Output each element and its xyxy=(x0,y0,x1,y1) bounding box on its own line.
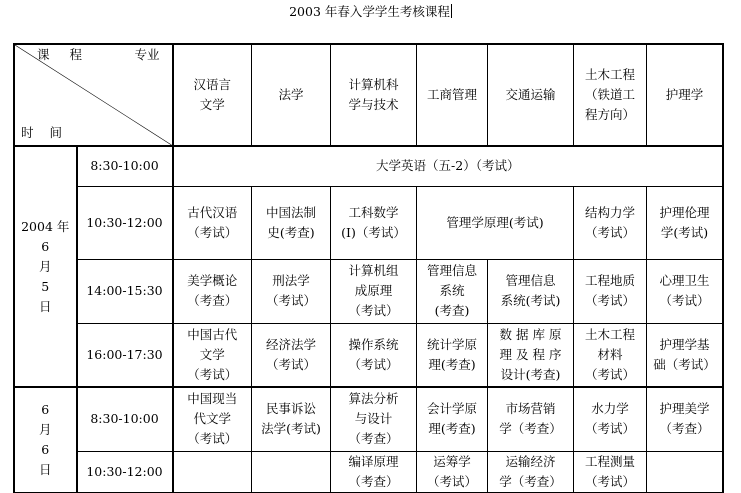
exam-cell: 计算机组 成原理 （考试） xyxy=(331,259,417,323)
major-header: 汉语言 文学 xyxy=(173,45,252,147)
exam-cell: 结构力学 （考试） xyxy=(574,186,647,259)
major-header: 交通运输 xyxy=(488,45,574,147)
date-cell-day1: 2004 年 6 月 5 日 xyxy=(15,146,77,387)
exam-cell-empty xyxy=(647,451,723,492)
title-text: 2003 年春入学学生考核课程 xyxy=(289,4,450,19)
exam-cell: 中国法制 史(考查) xyxy=(252,186,331,259)
exam-cell: 管理学原理(考试) xyxy=(417,186,574,259)
exam-cell: 大学英语（五-2）（考试） xyxy=(173,146,723,186)
exam-cell-empty xyxy=(252,451,331,492)
exam-cell: 运筹学 （考试） xyxy=(417,451,488,492)
exam-cell: 土木工程 材料 （考试） xyxy=(574,323,647,387)
exam-cell: 管理信息 系统 (考查) xyxy=(417,259,488,323)
exam-cell: 心理卫生 （考试） xyxy=(647,259,723,323)
table-row xyxy=(15,387,723,451)
exam-cell: 工程测量 （考试） xyxy=(574,451,647,492)
time-cell: 8:30-10:00 xyxy=(77,146,173,186)
time-cell: 14:00-15:30 xyxy=(77,259,173,323)
exam-cell: 中国现当 代文学 （考试） xyxy=(173,387,252,451)
major-header: 护理学 xyxy=(647,45,723,147)
corner-course-label: 课 程 xyxy=(37,47,90,62)
page-title xyxy=(0,3,741,21)
header-row xyxy=(15,45,723,147)
exam-cell: 美学概论 （考查） xyxy=(173,259,252,323)
table-row xyxy=(15,259,723,323)
exam-cell: 编译原理 （考查） xyxy=(331,451,417,492)
schedule-table xyxy=(14,44,723,493)
time-cell: 16:00-17:30 xyxy=(77,323,173,387)
exam-cell: 数 据 库 原 理 及 程 序 设计(考查) xyxy=(488,323,574,387)
time-cell: 8:30-10:00 xyxy=(77,387,173,451)
table-row xyxy=(15,323,723,387)
major-header: 法学 xyxy=(252,45,331,147)
corner-time-label: 时 间 xyxy=(21,125,68,140)
text-cursor xyxy=(451,4,452,18)
time-cell: 10:30-12:00 xyxy=(77,451,173,492)
major-header: 计算机科 学与技术 xyxy=(331,45,417,147)
time-cell: 10:30-12:00 xyxy=(77,186,173,259)
corner-header-cell xyxy=(15,45,173,147)
exam-cell: 水力学 （考试） xyxy=(574,387,647,451)
table-row xyxy=(15,451,723,492)
table-row xyxy=(15,186,723,259)
exam-cell: 古代汉语 （考试） xyxy=(173,186,252,259)
table-row xyxy=(15,146,723,186)
corner-major-label: 专业 xyxy=(134,47,160,62)
major-header: 土木工程 （铁道工 程方向） xyxy=(574,45,647,147)
exam-cell: 中国古代 文学 （考试） xyxy=(173,323,252,387)
exam-cell: 工程地质 （考试） xyxy=(574,259,647,323)
major-header: 工商管理 xyxy=(417,45,488,147)
exam-cell: 管理信息 系统(考试) xyxy=(488,259,574,323)
exam-cell: 刑法学 （考试） xyxy=(252,259,331,323)
exam-cell: 经济法学 （考试） xyxy=(252,323,331,387)
exam-cell: 工科数学 (I)（考试） xyxy=(331,186,417,259)
exam-cell: 算法分析 与设计 （考查） xyxy=(331,387,417,451)
exam-cell: 会计学原 理(考查) xyxy=(417,387,488,451)
exam-cell: 运输经济 学（考查） xyxy=(488,451,574,492)
exam-cell: 护理美学 （考查） xyxy=(647,387,723,451)
exam-cell: 护理伦理 学(考试) xyxy=(647,186,723,259)
exam-cell: 市场营销 学（考查） xyxy=(488,387,574,451)
exam-cell-empty xyxy=(173,451,252,492)
exam-cell: 统计学原 理(考查) xyxy=(417,323,488,387)
exam-cell: 护理学基 础（考试） xyxy=(647,323,723,387)
date-cell-day2: 6 月 6 日 xyxy=(15,387,77,492)
exam-cell: 操作系统 （考试） xyxy=(331,323,417,387)
exam-cell: 民事诉讼 法学(考试) xyxy=(252,387,331,451)
